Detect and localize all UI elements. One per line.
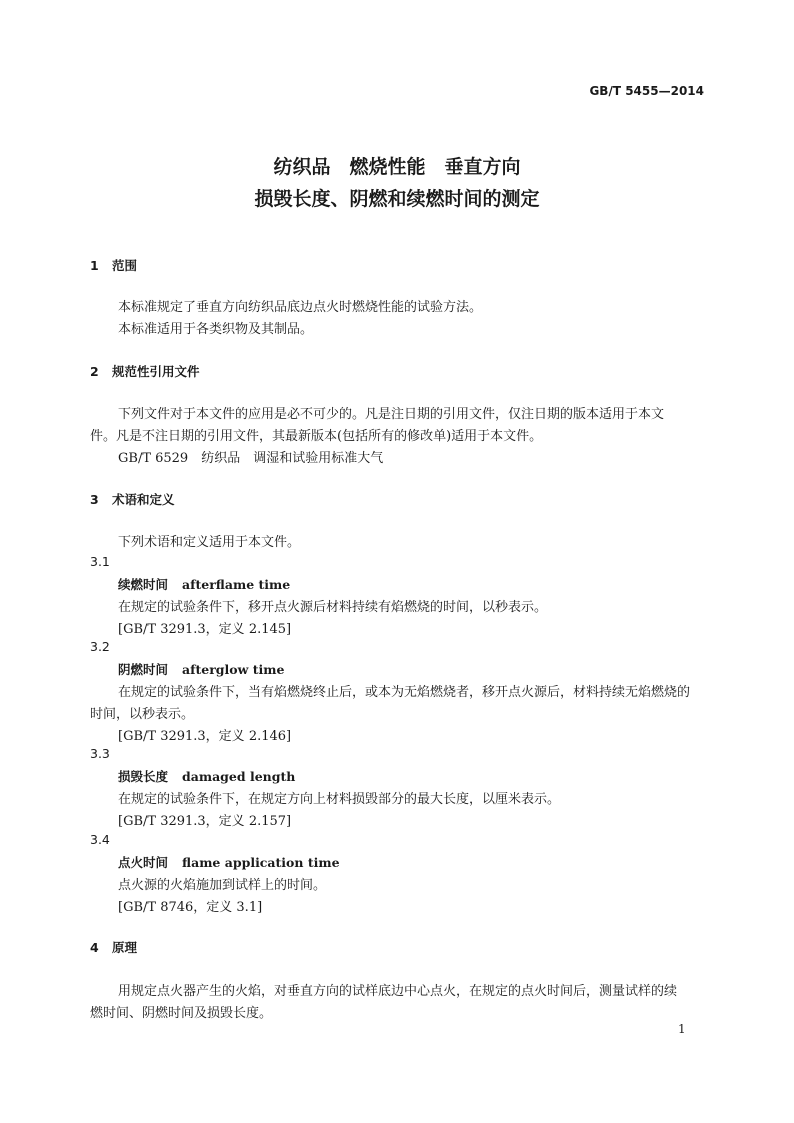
term-definition: 在规定的试验条件下，在规定方向上材料损毁部分的最大长度，以厘米表示。 — [118, 792, 561, 807]
section-number: 3 — [90, 492, 99, 507]
term-english: afterglow time — [182, 662, 285, 677]
term-entry — [118, 853, 340, 871]
section-title: 规范性引用文件 — [112, 364, 200, 379]
paragraph-line: 燃时间、阴燃时间及损毁长度。 — [90, 1006, 273, 1021]
section-heading-principle — [90, 938, 137, 956]
term-entry — [118, 660, 284, 678]
section-heading-scope — [90, 256, 137, 274]
term-entry — [118, 767, 295, 785]
standard-number: GB/T 5455—2014 — [589, 84, 704, 98]
paragraph: 本标准规定了垂直方向纺织品底边点火时燃烧性能的试验方法。 — [118, 300, 483, 315]
term-english: afterflame time — [182, 577, 291, 592]
term-chinese: 点火时间 — [118, 855, 169, 870]
term-number: 3.4 — [90, 832, 110, 847]
section-title: 范围 — [112, 258, 138, 273]
section-title: 术语和定义 — [112, 492, 175, 507]
section-number: 2 — [90, 364, 99, 379]
term-source: [GB/T 8746，定义 3.1] — [118, 900, 263, 915]
paragraph-line: 用规定点火器产生的火焰，对垂直方向的试样底边中心点火，在规定的点火时间后，测量试样的续 — [118, 984, 678, 999]
section-title: 原理 — [112, 940, 138, 955]
term-chinese: 续燃时间 — [118, 577, 169, 592]
paragraph-line: 下列文件对于本文件的应用是必不可少的。凡是注日期的引用文件，仅注日期的版本适用于本文 — [118, 407, 665, 422]
term-number: 3.2 — [90, 639, 110, 654]
paragraph-line: 件。凡是不注日期的引用文件，其最新版本(包括所有的修改单)适用于本文件。 — [90, 429, 543, 444]
term-source: [GB/T 3291.3，定义 2.157] — [118, 814, 292, 829]
term-chinese: 阴燃时间 — [118, 662, 169, 677]
term-english: flame application time — [182, 855, 340, 870]
term-english: damaged length — [182, 769, 296, 784]
section-heading-terms — [90, 490, 175, 508]
term-chinese: 损毁长度 — [118, 769, 169, 784]
document-title-line1: 纺织品 燃烧性能 垂直方向 — [273, 156, 521, 178]
section-heading-normative — [90, 362, 200, 380]
section-number: 4 — [90, 940, 99, 955]
document-title-line2: 损毁长度、阴燃和续燃时间的测定 — [254, 188, 540, 210]
term-source: [GB/T 3291.3，定义 2.145] — [118, 622, 292, 637]
term-definition: 在规定的试验条件下，当有焰燃烧终止后，或本为无焰燃烧者，移开点火源后，材料持续无焰燃烧的 — [118, 685, 691, 700]
page-number: 1 — [678, 1022, 686, 1036]
paragraph: 下列术语和定义适用于本文件。 — [118, 535, 301, 550]
term-number: 3.3 — [90, 746, 110, 761]
paragraph: 本标准适用于各类织物及其制品。 — [118, 322, 314, 337]
term-entry — [118, 575, 290, 593]
term-number: 3.1 — [90, 554, 110, 569]
term-definition-cont: 时间，以秒表示。 — [90, 707, 195, 722]
term-definition: 在规定的试验条件下，移开点火源后材料持续有焰燃烧的时间，以秒表示。 — [118, 600, 548, 615]
normative-reference: GB/T 6529 纺织品 调湿和试验用标准大气 — [118, 451, 384, 466]
section-number: 1 — [90, 258, 99, 273]
term-source: [GB/T 3291.3，定义 2.146] — [118, 729, 292, 744]
term-definition: 点火源的火焰施加到试样上的时间。 — [118, 878, 327, 893]
